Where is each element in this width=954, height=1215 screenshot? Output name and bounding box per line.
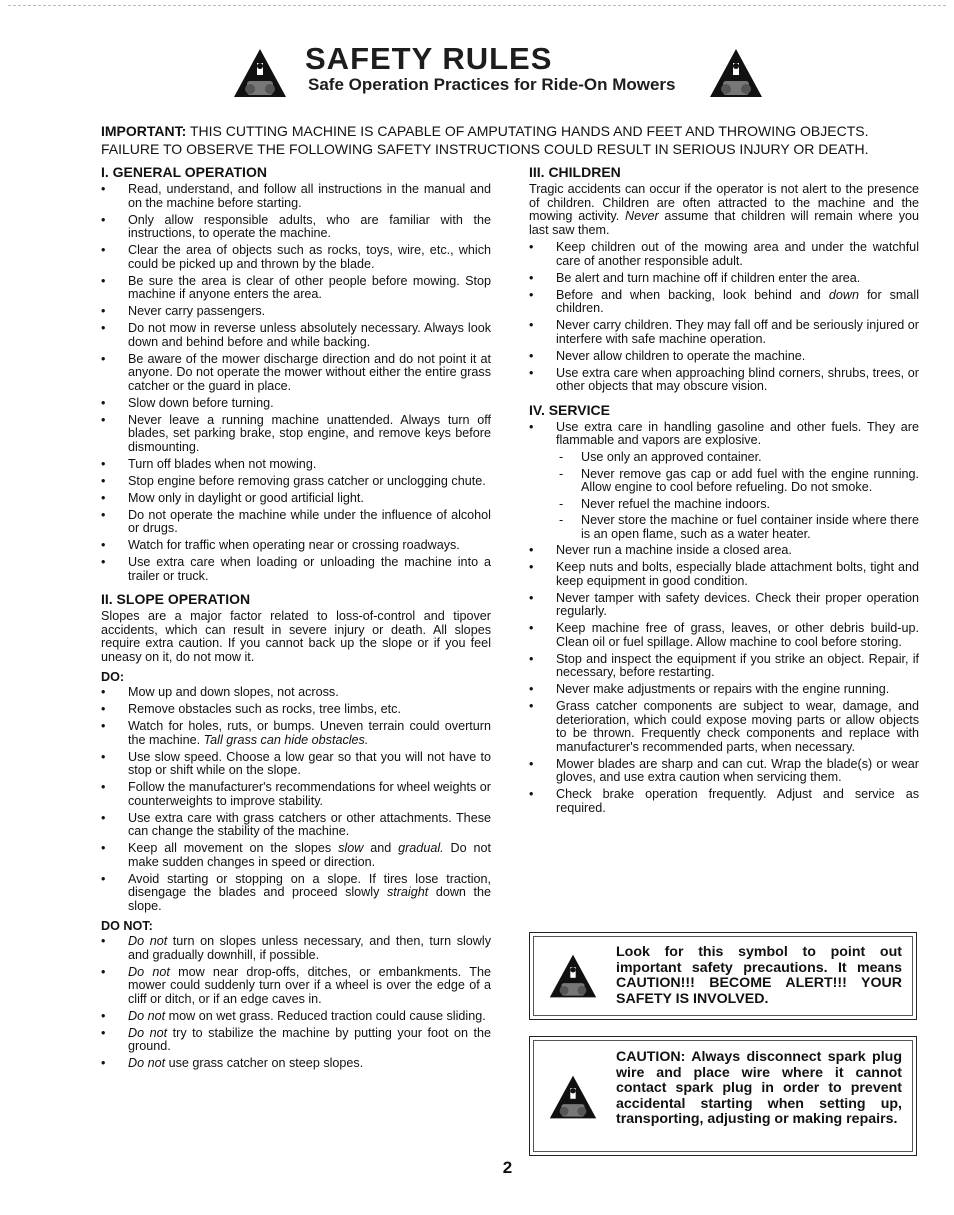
item-text: Only allow responsible adults, who are familiar with the instructions, to operate the machine. xyxy=(128,212,491,240)
page-number: 2 xyxy=(502,1158,513,1177)
header xyxy=(0,40,954,100)
item-text: Keep machine free of grass, leaves, or other debris build-up. Clean oil or fuel spillage. Allow machine to cool before storing. xyxy=(556,621,919,649)
do-label: DO: xyxy=(101,670,125,684)
list-item xyxy=(101,214,491,241)
list-item xyxy=(529,700,919,754)
page-subtitle: Safe Operation Practices for Ride-On Mowers xyxy=(308,75,676,94)
item-text: use grass catcher on steep slopes. xyxy=(165,1056,364,1070)
top-rule xyxy=(8,5,946,6)
service-heading: IV. SERVICE xyxy=(529,401,610,418)
list-item xyxy=(529,514,919,541)
list-item xyxy=(101,458,491,472)
list-item xyxy=(101,842,491,869)
list-item xyxy=(101,751,491,778)
item-text: Never carry passengers. xyxy=(128,304,266,318)
item-text: Do not make sudden changes in speed or direction. xyxy=(128,841,492,869)
list-item xyxy=(101,244,491,271)
item-text: Keep all movement on the slopes xyxy=(128,841,339,855)
list-item xyxy=(101,686,491,700)
list-item xyxy=(529,653,919,680)
emphasis-text: slow xyxy=(338,841,364,855)
list-item: • Use extra care in handling gasoline and other fuels. They are flammable and vapors are explosive. xyxy=(529,421,919,448)
item-text: Watch for traffic when operating near or crossing roadways. xyxy=(128,538,460,552)
item-text: Be alert and turn machine off if children enter the area. xyxy=(556,270,861,285)
item-text: Be sure the area is clear of other people before mowing. Stop machine if anyone enters the area. xyxy=(128,273,491,301)
warning-triangle-icon xyxy=(548,1073,598,1121)
emphasis-text: Do not xyxy=(128,1025,168,1040)
item-text: and xyxy=(363,841,399,855)
warning-triangle-icon xyxy=(232,47,288,99)
item-text: Use extra care when loading or unloading the machine into a trailer or truck. xyxy=(128,555,491,583)
item-text: Stop and inspect the equipment if you strike an object. Repair, if necessary, before restarting. xyxy=(556,651,919,679)
list-item xyxy=(101,873,491,914)
children-heading: III. CHILDREN xyxy=(529,164,621,180)
list-item xyxy=(529,319,919,346)
general-operation-list xyxy=(101,183,491,583)
children-intro-text-end: assume that children will remain where you last saw them. xyxy=(529,209,919,237)
list-item xyxy=(101,935,491,962)
children-intro-text: Tragic accidents can occur if the operator is not alert to the presence of children. Children are often attracted to the machine and the mowing activity. xyxy=(529,182,919,223)
item-text: Be aware of the mower discharge direction and do not point it at anyone. Do not operate the mower without either the entire grass catcher or the guard in place. xyxy=(128,351,491,393)
item-text: Never allow children to operate the machine. xyxy=(556,348,806,363)
emphasis-text: Tall grass can hide obstacles. xyxy=(203,732,369,747)
list-item xyxy=(101,183,491,210)
list-item xyxy=(529,544,919,558)
list-item xyxy=(529,498,919,512)
emphasis-text: Do not xyxy=(128,934,168,948)
do-list xyxy=(101,686,491,913)
warning-triangle-icon xyxy=(548,952,598,1000)
item-text: Before and when backing, look behind and xyxy=(556,287,829,302)
list-item xyxy=(101,781,491,808)
list-item xyxy=(529,561,919,588)
item-text: Slow down before turning. xyxy=(128,395,274,410)
item-text: Stop engine before removing grass catcher or unclogging chute. xyxy=(128,473,486,488)
item-text: Never refuel the machine indoors. xyxy=(581,496,771,511)
list-item xyxy=(101,397,491,411)
item-text: try to stabilize the machine by putting your foot on the ground. xyxy=(128,1025,491,1053)
general-operation-heading: I. GENERAL OPERATION xyxy=(101,164,267,180)
item-text: Do not mow in reverse unless absolutely necessary. Always look down and behind before and while backing. xyxy=(128,321,491,349)
list-item xyxy=(101,305,491,319)
list-item xyxy=(529,622,919,649)
item-text: Use only an approved container. xyxy=(581,450,762,464)
service-fuel-sublist xyxy=(529,451,919,541)
list-item xyxy=(101,414,491,455)
list-item xyxy=(101,475,491,489)
page-title: SAFETY RULES xyxy=(305,41,553,76)
symbol-notice-box xyxy=(529,932,917,1020)
list-item xyxy=(101,1057,491,1071)
do-not-list xyxy=(101,935,491,1071)
warning-triangle-icon xyxy=(708,47,764,99)
item-text: Never make adjustments or repairs with the engine running. xyxy=(556,682,890,696)
list-item xyxy=(101,322,491,349)
item-text: Use extra care with grass catchers or other attachments. These can change the stability of the machine. xyxy=(128,810,491,838)
list-item xyxy=(101,492,491,506)
important-label: IMPORTANT: xyxy=(101,123,187,139)
do-not-label: DO NOT: xyxy=(101,919,153,933)
list-item xyxy=(529,367,919,394)
important-text: THIS CUTTING MACHINE IS CAPABLE OF AMPUTATING HANDS AND FEET AND THROWING OBJECTS. FAILURE TO OBSERVE THE FOLLOWING SAFETY INSTRUCTIONS COULD RESULT IN SERIOUS INJURY OR DEATH. xyxy=(101,123,869,157)
list-item xyxy=(529,788,919,815)
item-text: Clear the area of objects such as rocks, toys, wire, etc., which could be picked up and thrown by the blade. xyxy=(128,243,491,271)
item-text: mow on wet grass. Reduced traction could cause sliding. xyxy=(165,1008,486,1023)
item-text: Turn off blades when not mowing. xyxy=(128,456,317,471)
symbol-notice-text: Look for this symbol to point out important safety precautions. It means CAUTION!!! BECOME ALERT!!! YOUR SAFETY IS INVOLVED. xyxy=(616,944,902,1007)
item-text: Mower blades are sharp and can cut. Wrap the blade(s) or wear gloves, and use extra caution when servicing them. xyxy=(556,756,919,784)
list-item xyxy=(101,703,491,717)
list-item xyxy=(529,758,919,785)
item-text: for small children. xyxy=(556,287,919,315)
item-text: down the slope. xyxy=(128,885,491,913)
item-text: Never leave a running machine unattended. Always turn off blades, set parking brake, stop engine, and remove keys before dismounting. xyxy=(128,412,491,454)
item-text: mow near drop-offs, ditches, or embankments. The mower could suddenly turn over if a wheel is over the edge of a cliff or ditch, or if an edge caves in. xyxy=(128,964,491,1006)
children-intro-emphasis: Never xyxy=(625,209,659,223)
children-intro xyxy=(529,183,919,237)
list-item xyxy=(101,966,491,1007)
item-text: Never tamper with safety devices. Check their proper operation regularly. xyxy=(556,590,919,618)
item-text: Never carry children. They may fall off and be seriously injured or interfere with safe machine operation. xyxy=(556,318,919,346)
list-item xyxy=(529,683,919,697)
list-item xyxy=(101,353,491,394)
children-list xyxy=(529,241,919,394)
item-text: Do not operate the machine while under the influence of alcohol or drugs. xyxy=(128,507,491,535)
emphasis-text: Do not xyxy=(128,964,170,979)
item-text: Use slow speed. Choose a low gear so that you will not have to stop or shift while on the slope. xyxy=(128,749,491,777)
emphasis-text: Do not xyxy=(128,1008,166,1023)
emphasis-text: straight xyxy=(386,885,429,899)
item-text: Mow up and down slopes, not across. xyxy=(128,685,339,699)
item-text: Keep children out of the mowing area and under the watchful care of another responsible adult. xyxy=(556,240,919,268)
list-item xyxy=(101,1010,491,1024)
list-item xyxy=(101,509,491,536)
item-text: Never run a machine inside a closed area. xyxy=(556,543,792,557)
slope-intro: Slopes are a major factor related to loss-of-control and tipover accidents, which can result in severe injury or death. All slopes require extra caution. If you cannot back up the slope or if you feel uneasy on it, do not mow it. xyxy=(101,609,491,664)
service-list xyxy=(529,544,919,815)
item-text: Avoid starting or stopping on a slope. If tires lose traction, disengage the blades and proceed slowly xyxy=(128,871,491,899)
item-text: turn on slopes unless necessary, and then, turn slowly and gradually downhill, if possible. xyxy=(128,934,491,962)
list-item xyxy=(101,275,491,302)
left-column xyxy=(101,164,491,1075)
list-item xyxy=(101,556,491,583)
list-item xyxy=(101,1027,491,1054)
item-text: Never store the machine or fuel container inside where there is an open flame, such as a water heater. xyxy=(581,513,919,541)
slope-operation-heading: II. SLOPE OPERATION xyxy=(101,591,251,607)
service-fuel-list xyxy=(529,421,919,448)
list-item xyxy=(101,539,491,553)
important-notice xyxy=(101,122,921,158)
right-column xyxy=(529,164,919,819)
item-text: Never remove gas cap or add fuel with the engine running. Allow engine to cool before refueling. Do not smoke. xyxy=(581,466,919,494)
item-text: Use extra care when approaching blind corners, shrubs, trees, or other objects that may obscure vision. xyxy=(556,365,919,393)
item-text: Follow the manufacturer's recommendations for wheel weights or counterweights to improve stability. xyxy=(128,780,491,808)
item-text: Grass catcher components are subject to wear, damage, and deterioration, which could expose moving parts or allow objects to be thrown. Frequently check components and replace with manufacturer's recommended parts, when necessary. xyxy=(556,699,919,754)
list-item xyxy=(101,812,491,839)
item-text: Check brake operation frequently. Adjust and service as required. xyxy=(556,787,919,815)
list-item xyxy=(529,289,919,316)
emphasis-text: Do not xyxy=(128,1056,166,1070)
list-item xyxy=(529,241,919,268)
item-text: Remove obstacles such as rocks, tree limbs, etc. xyxy=(128,702,401,716)
list-item xyxy=(529,468,919,495)
item-text: Keep nuts and bolts, especially blade attachment bolts, tight and keep equipment in good condition. xyxy=(556,560,919,588)
emphasis-text: down xyxy=(828,287,859,302)
item-text: Watch for holes, ruts, or bumps. Uneven terrain could overturn the machine. xyxy=(128,719,491,747)
caution-text: CAUTION: Always disconnect spark plug wire and place wire where it cannot contact spark plug in order to prevent accidental starting when setting up, transporting, adjusting or making repairs. xyxy=(616,1049,902,1128)
item-text: Read, understand, and follow all instructions in the manual and on the machine before starting. xyxy=(128,182,491,210)
caution-box xyxy=(529,1036,917,1156)
list-item xyxy=(529,272,919,286)
list-item xyxy=(529,592,919,619)
list-item xyxy=(101,720,491,747)
emphasis-text: gradual. xyxy=(398,841,444,855)
list-item xyxy=(529,451,919,465)
item-text: Mow only in daylight or good artificial light. xyxy=(128,490,364,505)
list-item xyxy=(529,350,919,364)
